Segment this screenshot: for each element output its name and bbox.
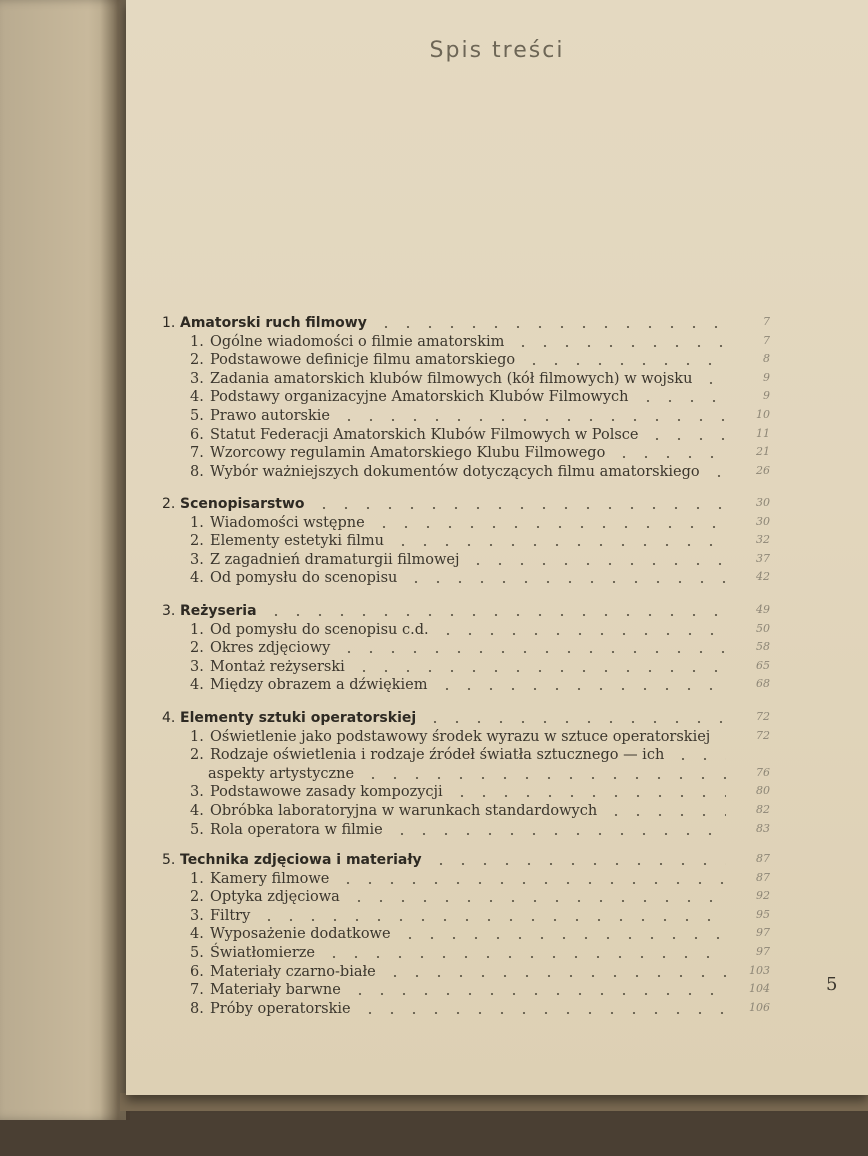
dot-leader [384,975,726,977]
toc-number: 1. [190,870,204,887]
dot-leader [359,1012,726,1014]
toc-number: 2. [162,496,176,512]
toc-page-number: 83 [756,821,770,835]
toc-label: Rola operatora w filmie [210,821,383,838]
toc-entry [126,747,868,767]
toc-entry [126,822,868,842]
toc-entry [126,570,868,590]
dot-leader [392,544,726,546]
toc-entry [126,908,868,928]
toc-label: Wybór ważniejszych dokumentów dotyczących filmu amatorskiego [210,463,700,480]
toc-number: 4. [162,710,176,726]
toc-entry [126,352,868,372]
toc-label: Materiały czarno-białe [210,963,376,980]
toc-page-number: 68 [756,677,770,691]
toc-section [126,852,868,872]
page-bottom-edge [120,1093,868,1111]
toc-label: Scenopisarstwo [180,496,305,512]
toc-entry [126,515,868,535]
toc-entry [126,871,868,891]
dot-leader [437,633,726,635]
toc-page-number: 87 [756,852,770,865]
dot-leader [265,614,726,616]
toc-page-number: 30 [756,496,770,509]
toc-label: aspekty artystyczne [208,765,355,782]
toc-page-number: 106 [749,1000,770,1014]
toc-entry [126,677,868,697]
toc-number: 7. [190,982,204,999]
toc-section [126,315,868,335]
page-title: Spis treści [429,38,565,63]
dot-leader [348,900,726,902]
toc-page-number: 37 [756,551,770,565]
dot-leader [436,688,726,690]
dot-leader [391,833,726,835]
toc-number: 4. [190,570,204,587]
page-number: 5 [826,974,838,995]
toc-entry [126,334,868,354]
toc-entry [126,389,868,409]
toc-label: Od pomysłu do scenopisu [210,570,398,587]
dot-leader [349,993,726,995]
toc-number: 1. [190,621,204,638]
toc-label: Próby operatorskie [210,1000,351,1017]
toc-entry [126,784,868,804]
toc-label: Technika zdjęciowa i materiały [180,852,422,868]
dot-leader [338,419,726,421]
dot-leader [373,526,726,528]
toc-entry [126,982,868,1002]
toc-entry [126,622,868,642]
toc-label: Obróbka laboratoryjna w warunkach standardowych [210,803,598,819]
toc-label: Elementy sztuki operatorskiej [180,710,417,726]
dot-leader [353,670,726,672]
toc-page-number: 58 [756,640,770,654]
toc-label: Filtry [210,907,251,924]
toc-page-number: 7 [763,315,770,328]
dot-leader [424,721,726,723]
dot-leader [672,758,726,760]
dot-leader [613,456,726,458]
dot-leader [313,507,726,509]
toc-label: Między obrazem a dźwiękiem [210,677,428,694]
toc-entry [126,445,868,465]
toc-entry [126,371,868,391]
toc-page-number: 92 [756,889,770,903]
dot-leader [338,651,726,653]
toc-number: 4. [190,926,204,943]
toc-label: Od pomysłu do scenopisu c.d. [210,621,429,638]
toc-entry [126,552,868,572]
toc-page-number: 97 [756,926,770,940]
toc-number: 2. [190,533,204,550]
toc-label: Materiały barwne [210,982,341,999]
toc-number: 3. [190,551,204,568]
toc-page-number: 21 [756,445,770,459]
toc-number: 3. [190,658,204,675]
toc-section [126,603,868,623]
toc-label: Prawo autorskie [210,408,331,424]
toc-entry [126,729,868,749]
dot-leader [718,740,726,742]
toc-page-number: 49 [756,603,770,616]
dot-leader [512,345,726,347]
toc-page-number: 104 [749,982,770,996]
toc-section [126,496,868,516]
toc-number: 7. [190,445,204,462]
toc-label: Z zagadnień dramaturgii filmowej [210,551,460,568]
dot-leader [646,438,726,440]
toc-page-number: 65 [756,658,770,672]
book-page [126,0,868,1095]
toc-label: Oświetlenie jako podstawowy środek wyrazu w sztuce operatorskiej [210,728,711,745]
toc-label: Montaż reżyserski [210,658,345,675]
toc-number: 2. [190,640,204,657]
toc-number: 5. [190,945,204,961]
toc-label: Reżyseria [180,603,257,619]
toc-number: 1. [190,333,204,350]
dot-leader [375,326,726,328]
toc-label: Podstawowe zasady kompozycji [210,784,443,801]
toc-number: 5. [190,821,204,838]
toc-page-number: 10 [756,408,770,421]
toc-label: Kamery filmowe [210,870,330,887]
toc-label: Podstawowe definicje filmu amatorskiego [210,352,516,369]
toc-label: Elementy estetyki filmu [210,533,384,550]
dot-leader [523,363,726,365]
toc-number: 4. [190,389,204,406]
toc-number: 2. [190,747,204,764]
toc-page-number: 9 [763,389,770,403]
toc-label: Okres zdjęciowy [210,640,331,657]
toc-entry [126,803,868,823]
toc-number: 3. [162,603,176,619]
toc-page-number: 95 [756,907,770,921]
toc-number: 6. [190,963,204,980]
toc-page-number: 76 [756,765,770,779]
toc-number: 1. [190,728,204,745]
toc-label: Wzorcowy regulamin Amatorskiego Klubu Filmowego [210,445,606,462]
toc-page-number: 80 [756,784,770,798]
dot-leader [700,382,726,384]
dot-leader [430,863,726,865]
toc-page-number: 26 [756,463,770,477]
toc-number: 5. [162,852,176,868]
toc-page-number: 30 [756,514,770,528]
dot-leader [605,814,726,816]
toc-label: Światłomierze [210,945,316,961]
dot-leader [258,919,726,921]
toc-entry [126,964,868,984]
toc-label: Zadania amatorskich klubów filmowych (kół filmowych) w wojsku [210,370,693,387]
toc-entry [126,1001,868,1021]
toc-number: 8. [190,463,204,480]
toc-label: Ogólne wiadomości o filmie amatorskim [210,333,505,350]
toc-entry [126,640,868,660]
toc-number: 3. [190,784,204,801]
toc-entry [126,766,868,786]
toc-number: 3. [190,370,204,387]
toc-number: 5. [190,408,204,424]
dot-leader [323,956,726,958]
toc-section [126,710,868,730]
dot-leader [337,882,726,884]
toc-page-number: 32 [756,533,770,547]
toc-entry [126,408,868,428]
toc-page-number: 42 [756,570,770,584]
dot-leader [399,937,726,939]
toc-page-number: 9 [763,370,770,384]
toc-page-number: 103 [749,963,770,977]
toc-page-number: 7 [763,333,770,347]
toc-number: 1. [190,514,204,531]
toc-entry [126,926,868,946]
toc-page-number: 11 [756,426,770,440]
toc-number: 3. [190,907,204,924]
dot-leader [405,581,726,583]
toc-entry [126,659,868,679]
dot-leader [708,475,726,477]
toc-page-number: 82 [756,803,770,816]
toc-number: 1. [162,315,176,331]
toc-number: 4. [190,803,204,819]
toc-label: Podstawy organizacyjne Amatorskich Klubów Filmowych [210,389,629,406]
toc-label: Wiadomości wstępne [210,514,365,531]
toc-label: Wyposażenie dodatkowe [210,926,391,943]
dot-leader [467,563,726,565]
toc-page-number: 8 [763,352,770,366]
toc-label: Rodzaje oświetlenia i rodzaje źródeł światła sztucznego — ich [210,747,665,764]
toc-page-number: 87 [756,870,770,884]
toc-label: Statut Federacji Amatorskich Klubów Filmowych w Polsce [210,426,639,443]
dot-leader [362,777,726,779]
toc-entry [126,945,868,965]
toc-number: 4. [190,677,204,694]
toc-page-number: 50 [756,621,770,635]
toc-number: 6. [190,426,204,443]
toc-entry [126,533,868,553]
toc-number: 2. [190,889,204,906]
dot-leader [637,400,727,402]
toc-page-number: 97 [756,945,770,958]
toc-label: Optyka zdjęciowa [210,889,340,906]
toc-page-number: 72 [756,710,770,723]
toc-page-number: 72 [756,728,770,742]
toc-number: 8. [190,1000,204,1017]
toc-number: 2. [190,352,204,369]
toc-entry [126,427,868,447]
toc-entry [126,464,868,484]
dot-leader [451,795,726,797]
toc-entry [126,889,868,909]
toc-label: Amatorski ruch filmowy [180,315,367,331]
